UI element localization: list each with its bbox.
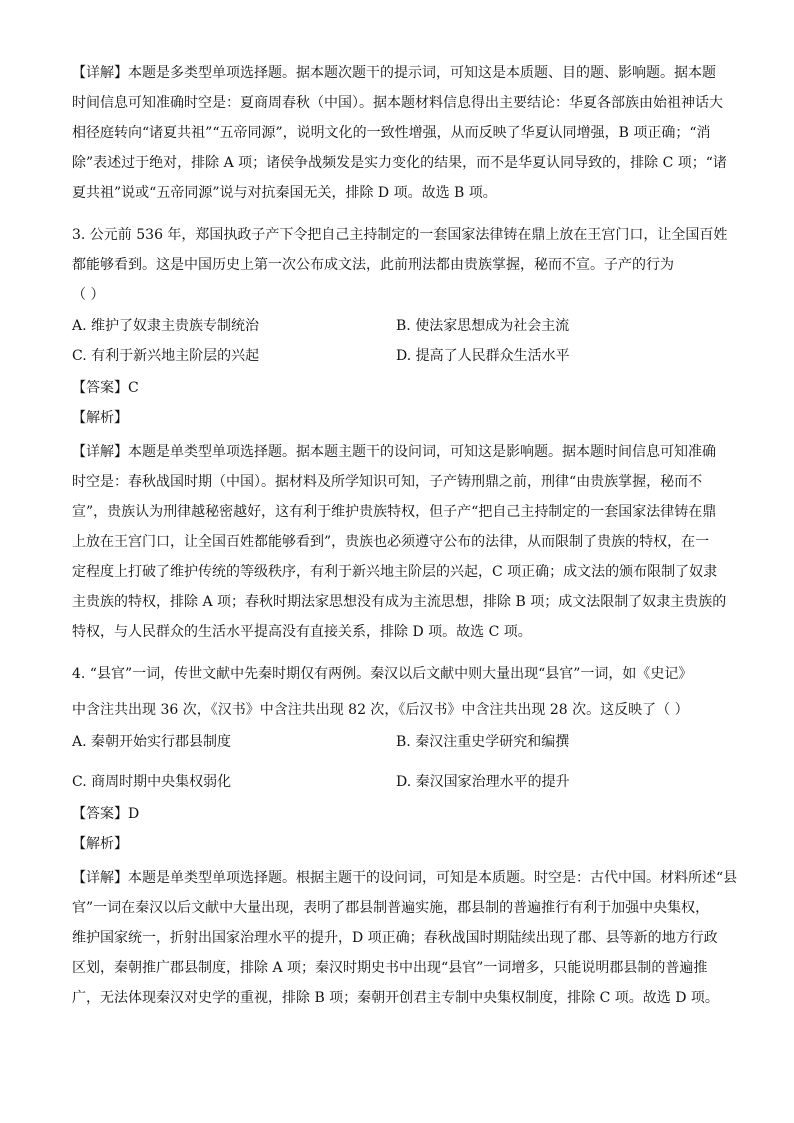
q4-stem-line-2: 中含注共出现 36 次，《汉书》中含注共出现 82 次，《后汉书》中含注共出现 28 次。这反映了（ ） bbox=[72, 702, 689, 718]
q2-detail-line-4: 除”表述过于绝对，排除 A 项；诸侯争战频发是实力变化的结果，而不是华夏认同导致的，排除 C 项；“诸 bbox=[72, 155, 727, 171]
q3-detail-line-4: 上放在王宫门口，让全国百姓都能够看到”，贵族也必须遵守公布的法律，从而限制了贵族的特权，在一 bbox=[72, 534, 710, 550]
q3-detail-line-1: 【详解】本题是单类型单项选择题。据本题主题干的设问词，可知这是影响题。据本题时间信息可知准确 bbox=[72, 444, 716, 460]
q3-answer: 【答案】C bbox=[72, 380, 139, 396]
q2-detail-line-2: 时间信息可知准确时空是：夏商周春秋（中国）。据本题材料信息得出主要结论：华夏各部族由始祖神话大 bbox=[72, 95, 723, 111]
q3-option-d: D. 提高了人民群众生活水平 bbox=[396, 348, 570, 364]
q3-detail-line-7: 特权，与人民群众的生活水平提高没有直接关系，排除 D 项。故选 C 项。 bbox=[72, 624, 532, 640]
q4-option-b: B. 秦汉注重史学研究和编撰 bbox=[396, 734, 570, 750]
q2-detail bbox=[72, 58, 727, 208]
q4-option-a: A. 秦朝开始实行郡县制度 bbox=[72, 734, 232, 750]
q4-option-c: C. 商周时期中央集权弱化 bbox=[72, 774, 232, 790]
q2-detail-tag: 【详解】 bbox=[72, 65, 128, 81]
q4-stem bbox=[72, 659, 724, 725]
q3-detail-line-3: 宣”，贵族认为刑律越秘密越好，这有利于维护贵族特权，但子产“把自己主持制定的一套国家法律铸在鼎 bbox=[72, 504, 717, 520]
q4-answer: 【答案】D bbox=[72, 806, 140, 822]
q3-stem-line-1: 3. 公元前 536 年，郑国执政子产下令把自己主持制定的一套国家法律铸在鼎上放在王宫门口，让全国百姓 bbox=[72, 227, 728, 243]
q2-detail-line-3: 相径庭转向“诸夏共祖”“五帝同源”，说明文化的一致性增强，从而反映了华夏认同增强，B 项正确；“消 bbox=[72, 125, 711, 141]
q3-stem-line-3: （ ） bbox=[72, 287, 105, 303]
q3-option-a: A. 维护了奴隶主贵族专制统治 bbox=[72, 318, 260, 334]
q3-answer-block bbox=[72, 373, 724, 433]
q4-detail-line-1: 【详解】本题是单类型单项选择题。根据主题干的设问词，可知是本质题。时空是：古代中国。材料所述“县 bbox=[72, 870, 738, 886]
q3-stem-line-2: 都能够看到。这是中国历史上第一次公布成文法，此前刑法都由贵族掌握，秘而不宣。子产的行为 bbox=[72, 257, 674, 273]
q4-detail bbox=[72, 863, 738, 1013]
q2-detail-line-1: 【详解】本题是多类型单项选择题。据本题次题干的提示词，可知这是本质题、目的题、影响题。据本题 bbox=[72, 65, 716, 81]
q4-detail-line-2: 官”一词在秦汉以后文献中大量出现，表明了郡县制普遍实施，郡县制的普遍推行有利于加强中央集权， bbox=[72, 900, 710, 916]
q3-detail-line-2: 时空是：春秋战国时期（中国）。据材料及所学知识可知，子产铸刑鼎之前，刑律“由贵族掌握，秘而不 bbox=[72, 474, 703, 490]
q4-answer-block bbox=[72, 799, 724, 859]
q3-stem bbox=[72, 220, 728, 310]
q4-detail-line-5: 广，无法体现秦汉对史学的重视，排除 B 项；秦朝开创君主专制中央集权制度，排除 C 项。故选 D 项。 bbox=[72, 990, 719, 1006]
q3-option-c: C. 有利于新兴地主阶层的兴起 bbox=[72, 348, 260, 364]
q3-detail bbox=[72, 437, 727, 647]
q3-detail-line-6: 主贵族的特权，排除 A 项；春秋时期法家思想没有成为主流思想，排除 B 项；成文法限制了奴隶主贵族的 bbox=[72, 594, 727, 610]
q3-option-b: B. 使法家思想成为社会主流 bbox=[396, 318, 570, 334]
q4-options bbox=[72, 727, 724, 797]
q4-analysis-label: 【解析】 bbox=[72, 836, 128, 852]
q4-detail-line-4: 区划，秦朝推广郡县制度，排除 A 项；秦汉时期史书中出现“县官”一词增多，只能说明郡县制的普遍推 bbox=[72, 960, 708, 976]
q4-stem-line-1: 4. “县官”一词，传世文献中先秦时期仅有两例。秦汉以后文献中则大量出现“县官”一词，如《史记》 bbox=[72, 666, 693, 682]
q3-analysis-label: 【解析】 bbox=[72, 410, 128, 426]
q3-detail-line-5: 定程度上打破了维护传统的等级秩序，有利于新兴地主阶层的兴起，C 项正确；成文法的颁布限制了奴隶 bbox=[72, 564, 718, 580]
q2-detail-line-5: 夏共祖”说或“五帝同源”说与对抗秦国无关，排除 D 项。故选 B 项。 bbox=[72, 185, 497, 201]
q3-options bbox=[72, 311, 724, 371]
q4-option-d: D. 秦汉国家治理水平的提升 bbox=[396, 774, 570, 790]
q4-detail-line-3: 维护国家统一，折射出国家治理水平的提升，D 项正确；春秋战国时期陆续出现了郡、县等新的地方行政 bbox=[72, 930, 718, 946]
